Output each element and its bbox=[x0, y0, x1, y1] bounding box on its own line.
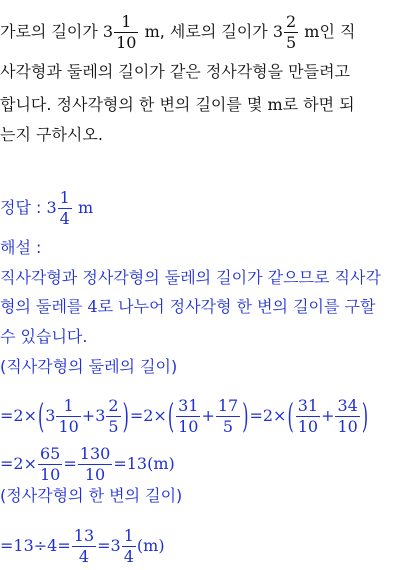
answer-value: 3 $\frac{1}{4}$ m bbox=[46, 188, 94, 228]
math-line-3: =13÷4= $\frac{13}{4}$ =3 $\frac{1}{4}$ (m) bbox=[0, 526, 165, 566]
explanation-title: 해설 : bbox=[0, 238, 42, 257]
question-text: 가로의 길이가 bbox=[0, 22, 103, 41]
math-line-2: =2× $\frac{65}{10}$ = $\frac{130}{10}$ =13(m) bbox=[0, 444, 175, 484]
question-text: , 세로의 길이가 bbox=[159, 22, 273, 41]
answer-label: 정답 : bbox=[0, 198, 47, 217]
question-line-3: 합니다. 정사각형의 한 변의 길이를 몇 m로 하면 되 bbox=[0, 95, 355, 114]
height-value: 3 $\frac{2}{5}$ m bbox=[272, 12, 320, 52]
explanation-line-1: 직사각형과 정사각형의 둘레의 길이가 같으므로 직사각 bbox=[0, 268, 381, 287]
question-text: 인 직 bbox=[319, 22, 356, 41]
side-heading: (정사각형의 한 변의 길이) bbox=[0, 486, 183, 505]
width-value: 3 $\frac{1}{10}$ m bbox=[102, 12, 160, 52]
question-line-1 bbox=[0, 14, 355, 51]
answer-line bbox=[0, 190, 93, 227]
math-line-1: =2×(3 $\frac{1}{10}$ +3 $\frac{2}{5}$ )=2×( $\frac{31}{10}$ + $\frac{17}{5}$ )=2×( $\frac{31}{10}$ + $\frac{34}{10}$ ) bbox=[0, 395, 369, 436]
explanation-line-3: 수 있습니다. bbox=[0, 327, 88, 346]
explanation-line-2: 형의 둘레를 4로 나누어 정사각형 한 변의 길이를 구할 bbox=[0, 297, 376, 316]
question-line-2: 사각형과 둘레의 길이가 같은 정사각형을 만들려고 bbox=[0, 62, 351, 81]
perimeter-heading: (직사각형의 둘레의 길이) bbox=[0, 357, 178, 376]
question-line-4: 는지 구하시오. bbox=[0, 125, 103, 144]
